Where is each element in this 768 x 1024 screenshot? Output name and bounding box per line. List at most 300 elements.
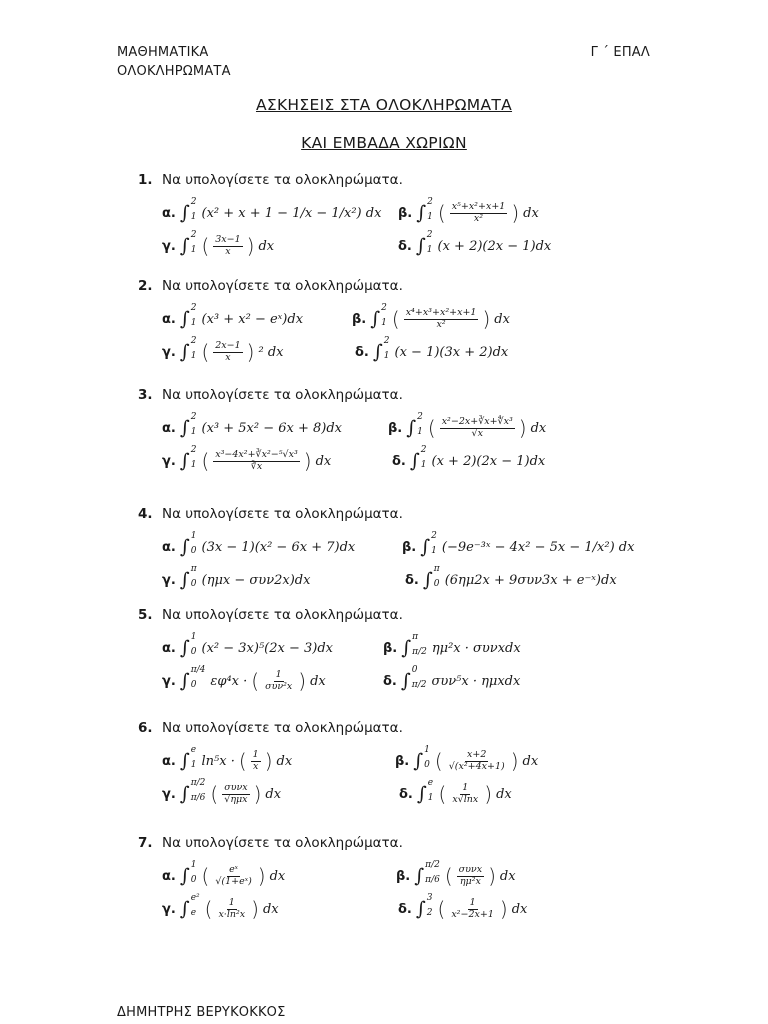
integral-sign-icon: ∫ — [416, 201, 427, 224]
upper-limit: π/2 — [425, 859, 440, 870]
exercise-prompt: Να υπολογίσετε τα ολοκληρώματα. — [162, 172, 403, 188]
lower-limit: e — [190, 908, 197, 918]
lower-limit: 1 — [190, 460, 197, 470]
integral-sign-icon: ∫ — [179, 669, 190, 692]
integral-limits — [381, 302, 387, 329]
integral-sign-icon: ∫ — [179, 636, 190, 659]
exercise-number: 6. — [138, 720, 153, 736]
integrand: dx — [258, 238, 275, 254]
right-paren-icon: ) — [298, 669, 307, 693]
integral-limits — [426, 229, 433, 256]
upper-limit: 3 — [426, 892, 433, 903]
integral-sign-icon: ∫ — [179, 749, 190, 772]
item-label: β. — [396, 868, 411, 884]
integrand-prefix: ln⁵x · — [201, 753, 235, 769]
integral-limits — [417, 411, 423, 438]
numerator: x⁵+x²+x+1 — [451, 201, 506, 213]
upper-limit: 1 — [190, 530, 197, 541]
integrand: (x + 2)(2x − 1)dx — [437, 238, 552, 254]
lower-limit: 1 — [190, 212, 197, 222]
numerator: 3x−1 — [215, 234, 241, 246]
numerator: 2x−1 — [215, 340, 241, 352]
integrand: dx — [315, 453, 332, 469]
integral-item — [388, 413, 546, 443]
denominator: x — [253, 760, 259, 772]
exercise-prompt: Να υπολογίσετε τα ολοκληρώματα. — [162, 720, 403, 736]
numerator: 1 — [252, 749, 259, 761]
left-paren-icon: ( — [437, 201, 446, 225]
lower-limit: 1 — [190, 245, 197, 255]
header-class: Γ ΄ ΕΠΑΛ — [590, 45, 650, 60]
item-label: δ. — [405, 572, 419, 588]
integral-sign-icon: ∫ — [179, 782, 190, 805]
item-label: γ. — [162, 344, 176, 360]
numerator: x⁴+x³+x²+x+1 — [405, 307, 477, 319]
upper-limit: 0 — [411, 664, 418, 675]
integral-item — [162, 633, 333, 663]
integrand: (x³ + 5x² − 6x + 8)dx — [201, 420, 343, 436]
upper-limit: π — [412, 631, 419, 642]
integral-sign-icon: ∫ — [415, 897, 426, 920]
upper-limit: 2 — [190, 302, 197, 313]
left-paren-icon: ( — [201, 864, 210, 888]
left-paren-icon: ( — [204, 897, 213, 921]
lower-limit: 1 — [420, 460, 427, 470]
integral-sign-icon: ∫ — [179, 416, 190, 439]
integral-sign-icon: ∫ — [415, 234, 426, 257]
integral-limits — [431, 530, 437, 557]
lower-limit: π/6 — [425, 875, 440, 885]
integrand: dx — [265, 786, 282, 802]
right-paren-icon: ) — [257, 864, 266, 888]
exercise-number: 2. — [138, 278, 153, 294]
item-label: α. — [162, 868, 176, 884]
integral-item — [355, 337, 508, 367]
right-paren-icon: ) — [246, 340, 255, 364]
integrand: (x² − 3x)⁵(2x − 3)dx — [201, 640, 334, 656]
lower-limit: 1 — [431, 546, 437, 556]
upper-limit: 2 — [431, 530, 437, 541]
integrand: ² dx — [258, 344, 284, 360]
lower-limit: π/2 — [412, 647, 427, 657]
integral-limits — [412, 631, 427, 658]
integral-sign-icon: ∫ — [420, 535, 431, 558]
integral-sign-icon: ∫ — [179, 449, 190, 472]
fraction — [404, 308, 479, 330]
integral-item — [398, 231, 551, 261]
integral-limits — [190, 411, 197, 438]
integrand: (−9e⁻³ˣ − 4x² − 5x − 1/x²) dx — [441, 539, 635, 555]
lower-limit: 1 — [427, 212, 433, 222]
right-paren-icon: ) — [499, 897, 508, 921]
integral-item — [162, 565, 310, 595]
right-paren-icon: ) — [484, 782, 493, 806]
exercise-number: 1. — [138, 172, 153, 188]
right-paren-icon: ) — [488, 864, 496, 888]
integral-item — [405, 565, 617, 595]
exercise-prompt: Να υπολογίσετε τα ολοκληρώματα. — [162, 607, 403, 623]
fraction — [450, 783, 480, 805]
exercise-number: 7. — [138, 835, 153, 851]
integral-limits — [427, 777, 434, 804]
numerator: 1 — [228, 897, 235, 909]
denominator: √ημx — [224, 793, 248, 805]
upper-limit: 2 — [190, 411, 197, 422]
integral-item — [162, 337, 283, 367]
left-paren-icon: ( — [201, 234, 210, 258]
fraction — [222, 783, 249, 805]
numerator: x²−2x+∛x+∜x³ — [441, 416, 513, 428]
left-paren-icon: ( — [391, 307, 400, 331]
numerator: συνx — [224, 782, 248, 794]
upper-limit: π — [433, 563, 440, 574]
integral-limits — [426, 892, 433, 919]
page-subtitle: ΚΑΙ ΕΜΒΑΔΑ ΧΩΡΙΩΝ — [301, 134, 467, 152]
integral-sign-icon: ∫ — [413, 749, 424, 772]
right-paren-icon: ) — [511, 201, 520, 225]
integral-sign-icon: ∫ — [179, 864, 190, 887]
exercise-heading — [138, 835, 403, 851]
numerator: eˣ — [229, 864, 239, 876]
fraction — [213, 235, 242, 257]
integral-sign-icon: ∫ — [416, 782, 427, 805]
fraction — [447, 750, 507, 772]
integral-limits — [190, 302, 197, 329]
integral-limits — [190, 892, 200, 919]
item-label: γ. — [162, 238, 176, 254]
lower-limit: 0 — [190, 579, 197, 589]
fraction — [251, 750, 261, 772]
upper-limit: e — [427, 777, 434, 788]
left-paren-icon: ( — [434, 749, 443, 773]
upper-limit: 1 — [424, 744, 430, 755]
fraction — [213, 865, 253, 887]
integrand: (x + 2)(2x − 1)dx — [431, 453, 546, 469]
lower-limit: 1 — [417, 427, 423, 437]
numerator: 1 — [469, 897, 476, 909]
exercise-heading — [138, 278, 403, 294]
exercise-heading — [138, 172, 403, 188]
numerator: x+2 — [467, 749, 487, 761]
integral-limits — [190, 229, 197, 256]
denominator: x² — [436, 318, 446, 330]
integral-limits — [383, 335, 390, 362]
item-label: δ. — [383, 673, 397, 689]
item-label: δ. — [398, 238, 412, 254]
lower-limit: 0 — [433, 579, 440, 589]
integral-limits — [425, 859, 440, 886]
fraction — [449, 898, 496, 920]
integral-item — [399, 779, 512, 809]
integral-item — [395, 746, 538, 776]
upper-limit: 2 — [190, 335, 197, 346]
lower-limit: 1 — [190, 760, 197, 770]
integrand: dx — [262, 901, 279, 917]
left-paren-icon: ( — [251, 669, 260, 693]
exercise-heading — [138, 506, 403, 522]
exercise-heading — [138, 720, 403, 736]
right-paren-icon: ) — [510, 749, 519, 773]
header-subject: ΜΑΘΗΜΑΤΙΚΑ — [117, 45, 209, 60]
fraction — [457, 865, 484, 887]
fraction — [450, 202, 508, 224]
integrand: dx — [276, 753, 293, 769]
integral-item — [162, 304, 303, 334]
integral-item — [162, 666, 326, 696]
integrand: dx — [522, 753, 539, 769]
integral-sign-icon: ∫ — [401, 636, 412, 659]
fraction — [213, 450, 300, 472]
exercise-heading — [138, 607, 403, 623]
lower-limit: 1 — [190, 427, 197, 437]
right-paren-icon: ) — [251, 897, 259, 921]
integral-sign-icon: ∫ — [422, 568, 433, 591]
integral-item — [383, 666, 520, 696]
item-label: β. — [383, 640, 398, 656]
item-label: α. — [162, 640, 176, 656]
integral-sign-icon: ∫ — [400, 669, 411, 692]
lower-limit: 1 — [426, 245, 433, 255]
left-paren-icon: ( — [427, 416, 436, 440]
integrand: dx — [494, 311, 510, 327]
integral-limits — [190, 444, 197, 471]
right-paren-icon: ) — [303, 449, 312, 473]
integral-item — [398, 894, 527, 924]
item-label: β. — [352, 311, 367, 327]
integral-limits — [190, 744, 197, 771]
integral-limits — [190, 859, 197, 886]
upper-limit: 2 — [190, 196, 197, 207]
footer-author: ΔΗΜΗΤΡΗΣ ΒΕΡΥΚΟΚΚΟΣ — [117, 1005, 286, 1020]
upper-limit: 2 — [417, 411, 423, 422]
integral-sign-icon: ∫ — [370, 307, 381, 330]
integral-item — [162, 413, 342, 443]
item-label: δ. — [399, 786, 413, 802]
denominator: x√lnx — [452, 793, 479, 805]
integrand: dx — [496, 786, 512, 802]
denominator: x²−2x+1 — [451, 908, 494, 920]
integral-sign-icon: ∫ — [179, 897, 190, 920]
upper-limit: 2 — [420, 444, 427, 455]
exercise-prompt: Να υπολογίσετε τα ολοκληρώματα. — [162, 506, 403, 522]
item-label: δ. — [398, 901, 412, 917]
upper-limit: e² — [190, 892, 200, 903]
integrand: dx — [269, 868, 286, 884]
upper-limit: 2 — [427, 196, 433, 207]
exercise-prompt: Να υπολογίσετε τα ολοκληρώματα. — [162, 835, 403, 851]
item-label: β. — [402, 539, 417, 555]
upper-limit: 2 — [383, 335, 390, 346]
item-label: δ. — [392, 453, 406, 469]
fraction — [440, 417, 515, 439]
upper-limit: π/4 — [190, 664, 206, 675]
integral-item — [162, 779, 281, 809]
exercise-number: 4. — [138, 506, 153, 522]
lower-limit: π/6 — [190, 793, 206, 803]
item-label: α. — [162, 311, 176, 327]
integrand: dx — [499, 868, 516, 884]
integral-item — [352, 304, 510, 334]
integral-item — [162, 746, 292, 776]
lower-limit: 1 — [427, 793, 434, 803]
left-paren-icon: ( — [444, 864, 453, 888]
lower-limit: 2 — [426, 908, 433, 918]
integrand: (ημx − συν2x)dx — [201, 572, 311, 588]
integral-limits — [420, 444, 427, 471]
lower-limit: 0 — [190, 875, 197, 885]
integral-sign-icon: ∫ — [179, 535, 190, 558]
denominator: √(x²+4x+1) — [448, 760, 505, 772]
lower-limit: 1 — [383, 351, 390, 361]
integral-item — [162, 532, 355, 562]
denominator: √x — [471, 427, 483, 439]
exercise-prompt: Να υπολογίσετε τα ολοκληρώματα. — [162, 387, 403, 403]
upper-limit: 2 — [190, 444, 197, 455]
upper-limit: 2 — [190, 229, 197, 240]
integral-item — [162, 861, 285, 891]
upper-limit: e — [190, 744, 197, 755]
right-paren-icon: ) — [246, 234, 255, 258]
integral-sign-icon: ∫ — [409, 449, 420, 472]
item-label: γ. — [162, 453, 176, 469]
upper-limit: 1 — [190, 859, 197, 870]
page-title: ΑΣΚΗΣΕΙΣ ΣΤΑ ΟΛΟΚΛΗΡΩΜΑΤΑ — [255, 96, 513, 114]
integral-sign-icon: ∫ — [179, 340, 190, 363]
denominator: ημ²x — [459, 875, 481, 887]
integral-sign-icon: ∫ — [179, 234, 190, 257]
denominator: x² — [473, 212, 484, 224]
integral-item — [392, 446, 545, 476]
item-label: β. — [388, 420, 403, 436]
integrand: dx — [523, 205, 539, 221]
upper-limit: 2 — [426, 229, 433, 240]
integral-sign-icon: ∫ — [414, 864, 425, 887]
fraction — [216, 898, 247, 920]
left-paren-icon: ( — [438, 782, 447, 806]
lower-limit: 0 — [424, 760, 430, 770]
denominator: x — [225, 245, 231, 257]
item-label: α. — [162, 420, 176, 436]
lower-limit: 1 — [190, 351, 197, 361]
integral-limits — [190, 664, 206, 691]
integral-item — [383, 633, 521, 663]
item-label: δ. — [355, 344, 369, 360]
upper-limit: π/2 — [190, 777, 206, 788]
denominator: ∛x — [250, 460, 263, 472]
integral-limits — [411, 664, 427, 691]
integral-item — [162, 446, 331, 476]
integral-sign-icon: ∫ — [179, 568, 190, 591]
lower-limit: 0 — [190, 680, 197, 690]
left-paren-icon: ( — [201, 449, 210, 473]
integral-item — [162, 231, 274, 261]
denominator: συν²x — [265, 680, 293, 692]
integral-item — [162, 894, 279, 924]
lower-limit: 0 — [190, 647, 197, 657]
exercise-prompt: Να υπολογίσετε τα ολοκληρώματα. — [162, 278, 403, 294]
integrand: dx — [511, 901, 528, 917]
integrand: (3x − 1)(x² − 6x + 7)dx — [201, 539, 356, 555]
item-label: β. — [395, 753, 410, 769]
fraction — [213, 341, 242, 363]
lower-limit: π/2 — [411, 680, 427, 690]
denominator: x — [225, 351, 231, 363]
left-paren-icon: ( — [210, 782, 219, 806]
integral-item — [398, 198, 539, 228]
item-label: γ. — [162, 901, 176, 917]
right-paren-icon: ) — [518, 416, 527, 440]
integral-limits — [190, 563, 197, 590]
upper-limit: 2 — [381, 302, 387, 313]
lower-limit: 1 — [381, 318, 387, 328]
lower-limit: 1 — [190, 318, 197, 328]
numerator: συνx — [458, 864, 483, 876]
integral-limits — [424, 744, 430, 771]
item-label: γ. — [162, 786, 176, 802]
integrand: (x² + x + 1 − 1/x − 1/x²) dx — [201, 205, 382, 221]
integrand: (x − 1)(3x + 2)dx — [394, 344, 509, 360]
left-paren-icon: ( — [201, 340, 210, 364]
numerator: x³−4x²+∛x²−⁵√x³ — [215, 449, 298, 461]
item-label: γ. — [162, 673, 176, 689]
integral-sign-icon: ∫ — [372, 340, 383, 363]
numerator: 1 — [462, 782, 469, 794]
integrand: dx — [310, 673, 326, 689]
integrand-prefix: εφ⁴x · — [210, 673, 248, 689]
integral-limits — [190, 196, 197, 223]
exercise-number: 3. — [138, 387, 153, 403]
right-paren-icon: ) — [264, 749, 273, 773]
denominator: √(1+eˣ) — [215, 875, 252, 887]
integral-limits — [190, 631, 197, 658]
integral-item — [402, 532, 634, 562]
fraction — [263, 670, 294, 692]
integral-sign-icon: ∫ — [406, 416, 417, 439]
integral-limits — [190, 777, 206, 804]
integrand: συν⁵x · ημxdx — [431, 673, 521, 689]
item-label: β. — [398, 205, 413, 221]
item-label: γ. — [162, 572, 176, 588]
integral-limits — [190, 530, 197, 557]
integrand: (x³ + x² − eˣ)dx — [201, 311, 304, 327]
integrand: ημ²x · συνxdx — [431, 640, 521, 656]
item-label: α. — [162, 753, 176, 769]
integrand: dx — [530, 420, 547, 436]
integral-limits — [190, 335, 197, 362]
item-label: α. — [162, 205, 176, 221]
lower-limit: 0 — [190, 546, 197, 556]
upper-limit: 1 — [190, 631, 197, 642]
numerator: 1 — [275, 669, 282, 681]
integral-limits — [427, 196, 433, 223]
integrand: (6ημ2x + 9συν3x + e⁻ˣ)dx — [444, 572, 617, 588]
right-paren-icon: ) — [482, 307, 491, 331]
integral-sign-icon: ∫ — [179, 307, 190, 330]
integral-sign-icon: ∫ — [179, 201, 190, 224]
right-paren-icon: ) — [253, 782, 262, 806]
exercise-number: 5. — [138, 607, 153, 623]
upper-limit: π — [190, 563, 197, 574]
exercise-heading — [138, 387, 403, 403]
left-paren-icon: ( — [437, 897, 446, 921]
left-paren-icon: ( — [238, 749, 247, 773]
integral-item — [396, 861, 516, 891]
integral-item — [162, 198, 381, 228]
header-topic: ΟΛΟΚΛΗΡΩΜΑΤΑ — [117, 64, 231, 79]
integral-limits — [433, 563, 440, 590]
item-label: α. — [162, 539, 176, 555]
denominator: x·ln²x — [218, 908, 246, 920]
